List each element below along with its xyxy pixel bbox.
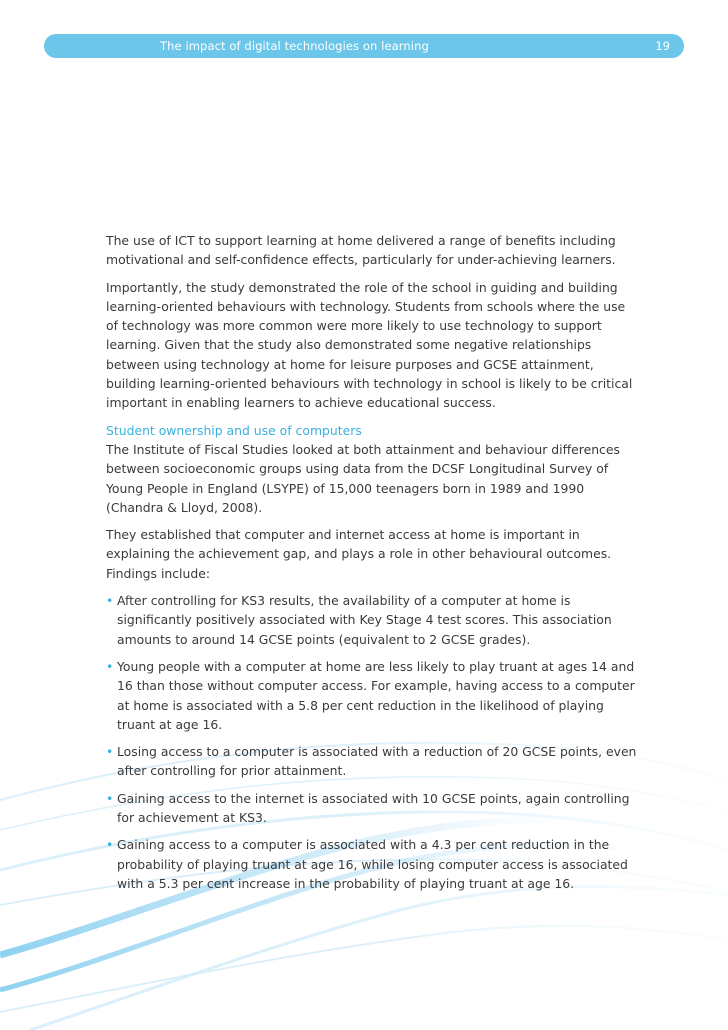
list-item-text: After controlling for KS3 results, the availability of a computer at home is significantly positively associated with Key Stage 4 test scores. This association amounts to around 14 GCSE points (equivalent to 2 GCSE grades). <box>117 593 612 647</box>
list-item-text: Gaining access to the internet is associated with 10 GCSE points, again controlling for achievement at KS3. <box>117 790 630 826</box>
bullet-icon: • <box>106 658 114 674</box>
list-item-text: Young people with a computer at home are less likely to play truant at ages 14 and 16 than those without computer access. For example, having access to a computer at home is associated with a 5.8 per cent reduction in the likelihood of playing truant at age 16. <box>117 658 635 732</box>
header-bar <box>44 34 684 58</box>
paragraph-ict-benefits: The use of ICT to support learning at home delivered a range of benefits including motivational and self-confidence effects, particularly for under-achieving learners. <box>106 233 616 268</box>
paragraph-school-role: Importantly, the study demonstrated the role of the school in guiding and building learning-oriented behaviours with technology. Students from schools where the use of technology was more common were more likely to use technology to support learning. Given that the study also demonstrated some negative relationships between using technology at home for leisure purposes and GCSE attainment, building learning-oriented behaviours with technology in school is likely to be critical important in enabling learners to achieve educational success. <box>106 279 633 411</box>
list-item <box>106 742 641 781</box>
bullet-icon: • <box>106 790 114 806</box>
list-item <box>106 657 641 734</box>
list-item <box>106 591 641 649</box>
bullet-icon: • <box>106 593 114 609</box>
list-item-text: Losing access to a computer is associated with a reduction of 20 GCSE points, even after controlling for prior attainment. <box>117 744 637 779</box>
bullet-icon: • <box>106 744 114 760</box>
findings-list <box>106 591 641 893</box>
paragraph-ifs-study: The Institute of Fiscal Studies looked at both attainment and behaviour differences between socioeconomic groups using data from the DCSF Longitudinal Survey of Young People in England (LSYPE) of 15,000 teenagers born in 1989 and 1990 (Chandra & Lloyd, 2008). <box>106 441 620 515</box>
paragraph-findings-intro: They established that computer and internet access at home is important in explaining the achievement gap, and plays a role in other behavioural outcomes. Findings include: <box>106 527 612 581</box>
section-student-ownership <box>106 421 641 517</box>
page-number: 19 <box>655 39 670 53</box>
bullet-icon: • <box>106 837 114 853</box>
list-item <box>106 835 641 893</box>
body-text <box>106 231 641 901</box>
list-item <box>106 789 641 828</box>
subheading-student-ownership: Student ownership and use of computers <box>106 422 362 438</box>
running-header-title: The impact of digital technologies on learning <box>160 39 429 53</box>
list-item-text: Gaining access to a computer is associated with a 4.3 per cent reduction in the probability of playing truant at age 16, while losing computer access is associated with a 5.3 per cent increase in the probability of playing truant at age 16. <box>117 837 628 891</box>
